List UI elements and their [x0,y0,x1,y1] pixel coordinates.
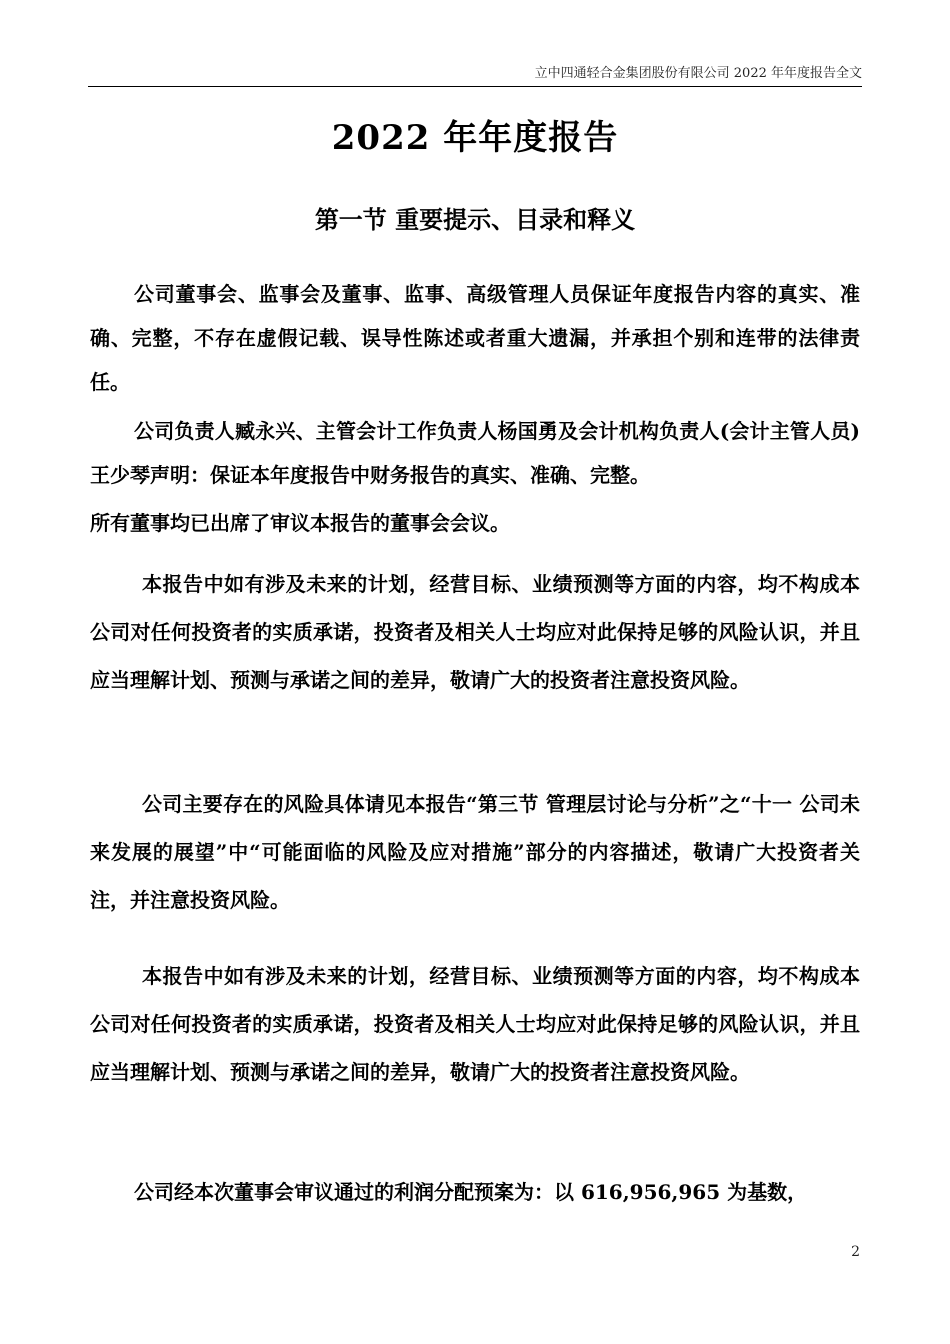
header-divider [88,86,862,87]
paragraph-directors-attendance: 所有董事均已出席了审议本报告的董事会会议。 [90,511,510,535]
paragraph-board-guarantee: 公司董事会、监事会及董事、监事、高级管理人员保证年度报告内容的真实、准确、完整，不存在虚假记载、误导性陈述或者重大遗漏，并承担个别和连带的法律责任。 [90,282,860,394]
running-header: 立中四通轻合金集团股份有限公司 2022 年年度报告全文 [534,66,862,81]
paragraph-main-risks: 公司主要存在的风险具体请见本报告“第三节 管理层讨论与分析”之“十一 公司未来发展的展望”中“可能面临的风险及应对措施”部分的内容描述，敬请广大投资者关注，并注意投资风险。 [90,792,860,912]
page-number: 2 [851,1244,860,1260]
document-title: 2022 年年度报告 [331,118,619,158]
section-title: 第一节 重要提示、目录和释义 [314,205,636,234]
paragraph-profit-distribution: 公司经本次董事会审议通过的利润分配预案为：以 616,956,965 为基数， [134,1180,808,1204]
paragraph-responsible-persons: 公司负责人臧永兴、主管会计工作负责人杨国勇及会计机构负责人(会计主管人员)王少琴声明：保证本年度报告中财务报告的真实、准确、完整。 [90,419,860,487]
paragraph-forward-looking-1: 本报告中如有涉及未来的计划，经营目标、业绩预测等方面的内容，均不构成本公司对任何投资者的实质承诺，投资者及相关人士均应对此保持足够的风险认识，并且应当理解计划、预测与承诺之间的差异，敬请广大的投资者注意投资风险。 [90,572,860,692]
paragraph-forward-looking-2: 本报告中如有涉及未来的计划，经营目标、业绩预测等方面的内容，均不构成本公司对任何投资者的实质承诺，投资者及相关人士均应对此保持足够的风险认识，并且应当理解计划、预测与承诺之间的差异，敬请广大的投资者注意投资风险。 [90,964,860,1084]
